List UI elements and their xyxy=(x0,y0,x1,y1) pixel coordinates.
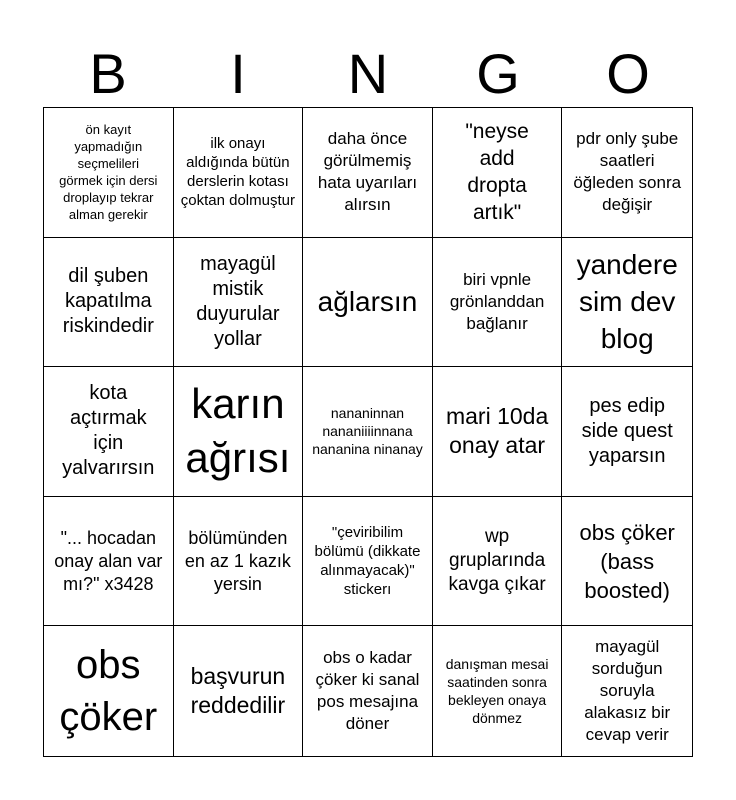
header-letter-i: I xyxy=(230,42,246,105)
bingo-cell[interactable] xyxy=(44,238,174,368)
cell-text: "çeviribilim bölümü (dikkate alınmayacak)" stickerı xyxy=(314,524,421,599)
bingo-cell[interactable] xyxy=(433,367,563,497)
cell-text: ön kayıt yapmadığın seçmelileri görmek için dersi droplayıp tekrar alman gerekir xyxy=(59,122,158,223)
cell-text: ağlarsın xyxy=(317,286,418,318)
cell-text: obs çöker xyxy=(59,643,158,740)
cell-text: "neyse add dropta artık" xyxy=(465,120,529,225)
bingo-grid xyxy=(43,107,693,757)
bingo-cell[interactable] xyxy=(562,497,692,627)
cell-text: daha önce görülmemiş hata uyarıları alırsın xyxy=(317,129,418,215)
bingo-cell[interactable] xyxy=(174,497,304,627)
bingo-cell[interactable] xyxy=(433,238,563,368)
header-letter-g: G xyxy=(476,42,520,105)
cell-text: mayagül mistik duyurular yollar xyxy=(196,252,280,350)
bingo-cell[interactable] xyxy=(174,238,304,368)
bingo-cell[interactable] xyxy=(303,238,433,368)
bingo-cell[interactable] xyxy=(433,108,563,238)
bingo-cell[interactable] xyxy=(174,626,304,756)
bingo-cell[interactable] xyxy=(44,108,174,238)
cell-text: bölümünden en az 1 kazık yersin xyxy=(184,527,291,594)
cell-text: dil şuben kapatılma riskindedir xyxy=(62,265,154,338)
cell-text: obs o kadar çöker ki sanal pos mesajına döner xyxy=(315,648,420,734)
bingo-cell[interactable] xyxy=(303,626,433,756)
cell-text: biri vpnle grönlanddan bağlanır xyxy=(449,269,545,333)
cell-text: pdr only şube saatleri öğleden sonra değişir xyxy=(573,129,682,215)
cell-text: nananinnan nananiiiinnana nananina ninanay xyxy=(312,405,423,458)
header-letter-n: N xyxy=(347,42,389,105)
cell-text: mari 10da onay atar xyxy=(445,403,549,459)
cell-text: kota açtırmak için yalvarırsın xyxy=(62,382,155,480)
bingo-cell[interactable] xyxy=(562,626,692,756)
bingo-cell[interactable] xyxy=(433,497,563,627)
bingo-cell[interactable] xyxy=(303,108,433,238)
bingo-cell[interactable] xyxy=(562,108,692,238)
header-letter-b: B xyxy=(89,42,127,105)
bingo-header xyxy=(43,40,693,108)
bingo-cell[interactable] xyxy=(174,108,304,238)
bingo-cell[interactable] xyxy=(44,626,174,756)
bingo-cell[interactable] xyxy=(44,497,174,627)
bingo-cell[interactable] xyxy=(562,238,692,368)
cell-text: wp gruplarında kavga çıkar xyxy=(448,526,546,596)
bingo-cell[interactable] xyxy=(174,367,304,497)
cell-text: başvurun reddedilir xyxy=(190,663,286,719)
bingo-cell[interactable] xyxy=(44,367,174,497)
cell-text: "... hocadan onay alan var mı?" x3428 xyxy=(54,527,163,594)
bingo-cell[interactable] xyxy=(303,497,433,627)
cell-text: karın ağrısı xyxy=(185,380,291,482)
cell-text: pes edip side quest yaparsın xyxy=(581,394,673,467)
bingo-cell[interactable] xyxy=(433,626,563,756)
header-letter-o: O xyxy=(606,42,650,105)
bingo-cell[interactable] xyxy=(303,367,433,497)
cell-text: yandere sim dev blog xyxy=(576,249,678,355)
cell-text: danışman mesai saatinden sonra bekleyen onaya dönmez xyxy=(445,656,549,727)
bingo-cell[interactable] xyxy=(562,367,692,497)
cell-text: mayagül sorduğun soruyla alakasız bir cevap verir xyxy=(584,637,671,745)
cell-text: ilk onayı aldığında bütün derslerin kotası çoktan dolmuştur xyxy=(180,135,295,210)
cell-text: obs çöker (bass boosted) xyxy=(579,519,675,603)
